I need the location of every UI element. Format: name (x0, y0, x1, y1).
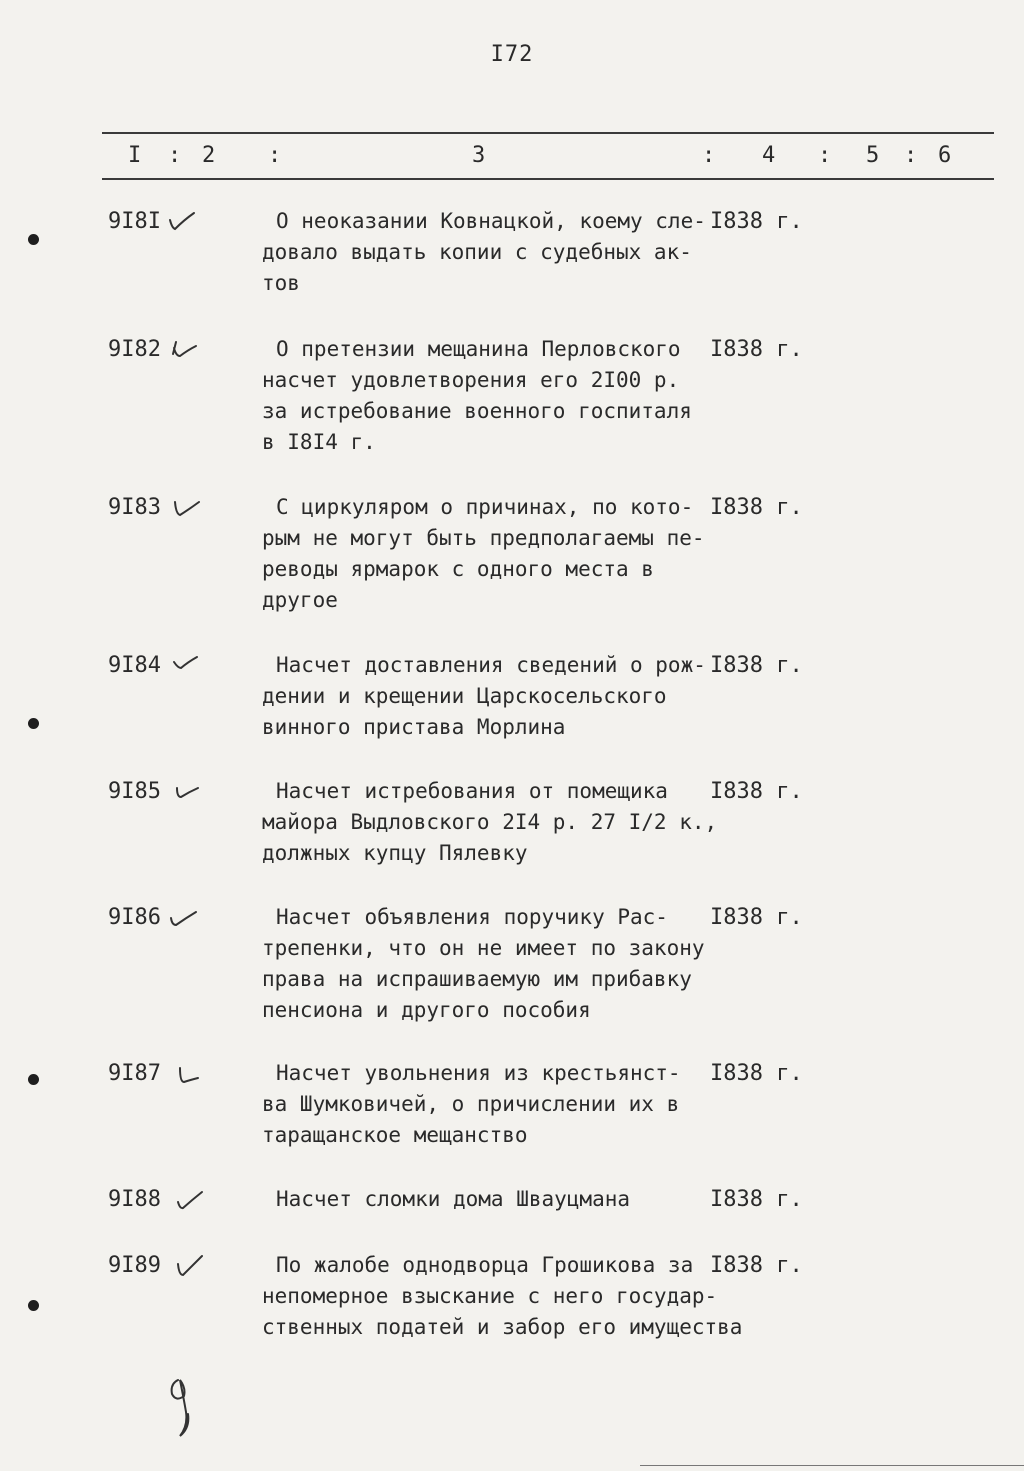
entry-number: 9I8I (108, 209, 161, 234)
entry-title-line: другое (262, 588, 338, 612)
entry-title-line: довало выдать копии с судебных ак- (262, 240, 692, 264)
entry-title (262, 902, 722, 1026)
check-mark-icon (172, 780, 202, 802)
entry-number: 9I86 (108, 905, 161, 930)
check-mark-icon (166, 210, 196, 232)
entry-title-line: рым не могут быть предполагаемы пе- (262, 526, 705, 550)
entry-title-line: за истребование военного госпиталя (262, 399, 692, 423)
entry-number: 9I89 (108, 1253, 161, 1278)
entry-number: 9I84 (108, 653, 161, 678)
header-top-rule (102, 132, 994, 134)
entry-title-line: Насчет объявления поручику Рас- (276, 905, 668, 929)
check-mark-icon (174, 1188, 204, 1210)
column-separator: : (268, 143, 282, 168)
entry-title-line: трепенки, что он не имеет по закону (262, 936, 705, 960)
entry-title (262, 1184, 722, 1215)
entry-title (262, 334, 722, 458)
entry-title-line: тов (262, 271, 300, 295)
entry-title-line: С циркуляром о причинах, по кото- (276, 495, 694, 519)
entry-date: I838 г. (710, 337, 803, 362)
entry-number: 9I88 (108, 1187, 161, 1212)
entry-title-line: Насчет увольнения из крестьянст- (276, 1061, 681, 1085)
entry-title-line: пенсиона и другого пособия (262, 998, 591, 1022)
handwritten-mark-icon (164, 1370, 204, 1440)
entry-number: 9I83 (108, 495, 161, 520)
check-mark-icon (168, 906, 198, 928)
entry-date: I838 г. (710, 1253, 803, 1278)
check-mark-icon (170, 654, 200, 676)
entry-date: I838 г. (710, 653, 803, 678)
entry-title-line: насчет удовлетворения его 2I00 р. (262, 368, 680, 392)
punch-hole-icon (28, 234, 39, 245)
column-separator: : (904, 143, 918, 168)
check-mark-icon (174, 1254, 204, 1276)
entry-title-line: дении и крещении Царскосельского (262, 684, 667, 708)
entry-title (262, 492, 722, 616)
entry-title-line: ва Шумковичей, о причислении их в (262, 1092, 680, 1116)
entry-title (262, 1058, 722, 1151)
column-separator: : (818, 143, 832, 168)
entry-title-line: Насчет доставления сведений о рож- (276, 653, 706, 677)
column-header-2: 2 (202, 143, 216, 168)
column-header-4: 4 (762, 143, 776, 168)
entry-title-line: должных купцу Пялевку (262, 841, 528, 865)
punch-hole-icon (28, 1074, 39, 1085)
entry-title-line: майора Выдловского 2I4 р. 27 I/2 к., (262, 810, 718, 834)
entry-title-line: в I8I4 г. (262, 430, 376, 454)
entry-title-line: ственных податей и забор его имущества (262, 1315, 743, 1339)
entry-title (262, 776, 722, 869)
entry-title-line: таращанское мещанство (262, 1123, 528, 1147)
entry-title (262, 206, 722, 299)
entry-date: I838 г. (710, 779, 803, 804)
check-mark-icon (176, 1062, 206, 1084)
entry-title (262, 1250, 743, 1343)
column-separator: : (168, 143, 182, 168)
entry-number: 9I87 (108, 1061, 161, 1086)
column-header-5: 5 (866, 143, 880, 168)
entry-title-line: О претензии мещанина Перловского (276, 337, 681, 361)
column-header-6: 6 (938, 143, 952, 168)
entry-title-line: непомерное взыскание с него государ- (262, 1284, 718, 1308)
entry-date: I838 г. (710, 209, 803, 234)
entry-title-line: права на испрашиваемую им прибавку (262, 967, 692, 991)
column-header-3: 3 (472, 143, 486, 168)
punch-hole-icon (28, 718, 39, 729)
footer-rule (640, 1465, 1024, 1466)
page-number: I72 (490, 42, 534, 67)
entry-date: I838 г. (710, 1061, 803, 1086)
entry-title-line: реводы ярмарок с одного места в (262, 557, 654, 581)
check-mark-icon (172, 496, 202, 518)
entry-title (262, 650, 722, 743)
entry-title-line: По жалобе однодворца Грошикова за (276, 1253, 694, 1277)
entry-title-line: Насчет сломки дома Швауцмана (276, 1187, 631, 1211)
entry-title-line: О неоказании Ковнацкой, коему сле- (276, 209, 706, 233)
entry-date: I838 г. (710, 1187, 803, 1212)
header-bottom-rule (102, 178, 994, 180)
entry-date: I838 г. (710, 495, 803, 520)
entry-title-line: Насчет истребования от помещика (276, 779, 668, 803)
column-header-1: I (128, 143, 142, 168)
entry-title-line: винного пристава Морлина (262, 715, 566, 739)
column-separator: : (702, 143, 716, 168)
check-mark-icon (170, 338, 200, 360)
punch-hole-icon (28, 1300, 39, 1311)
entry-date: I838 г. (710, 905, 803, 930)
entry-number: 9I85 (108, 779, 161, 804)
entry-number: 9I82 (108, 337, 161, 362)
